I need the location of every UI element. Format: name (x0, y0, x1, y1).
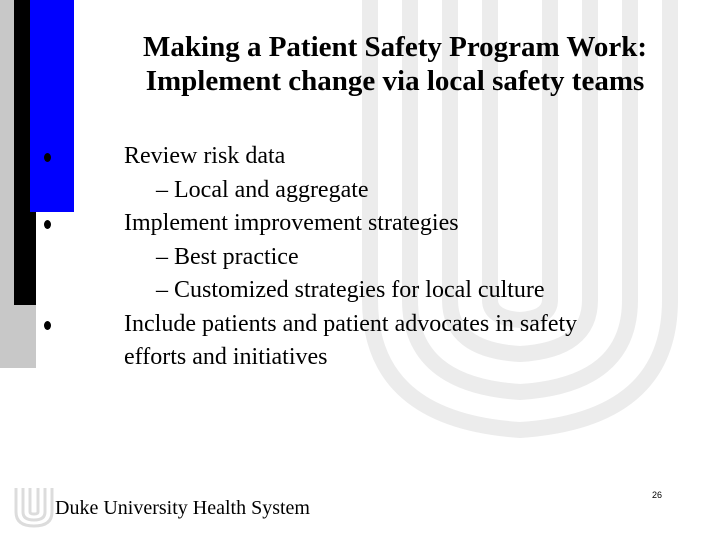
bullet-text: Implement improvement strategies (124, 210, 459, 236)
slide-title-line2: Implement change via local safety teams (145, 65, 645, 97)
bullet-text-line1: Include patients and patient advocates in safety (124, 310, 578, 337)
footer-organization: Duke University Health System (55, 497, 310, 519)
bullet-dot-icon (44, 321, 51, 330)
duke-logo-icon (12, 488, 56, 528)
bullet-dot-icon (44, 153, 51, 162)
slide-title (90, 30, 700, 98)
bullet-text: Review risk data (124, 143, 286, 169)
sub-bullet-text: – Best practice (156, 243, 299, 270)
slide-title-line1: Making a Patient Safety Program Work: (143, 31, 647, 63)
bullet-item (44, 207, 704, 308)
bullet-item (44, 140, 704, 207)
page-number: 26 (652, 490, 663, 500)
sub-bullet-text: – Local and aggregate (156, 176, 369, 203)
sub-bullet-text: – Customized strategies for local culture (156, 277, 545, 303)
bullet-text-line2: efforts and initiatives (124, 344, 328, 370)
bullet-list (44, 140, 704, 375)
bullet-dot-icon (44, 220, 51, 229)
bullet-item (44, 308, 704, 375)
